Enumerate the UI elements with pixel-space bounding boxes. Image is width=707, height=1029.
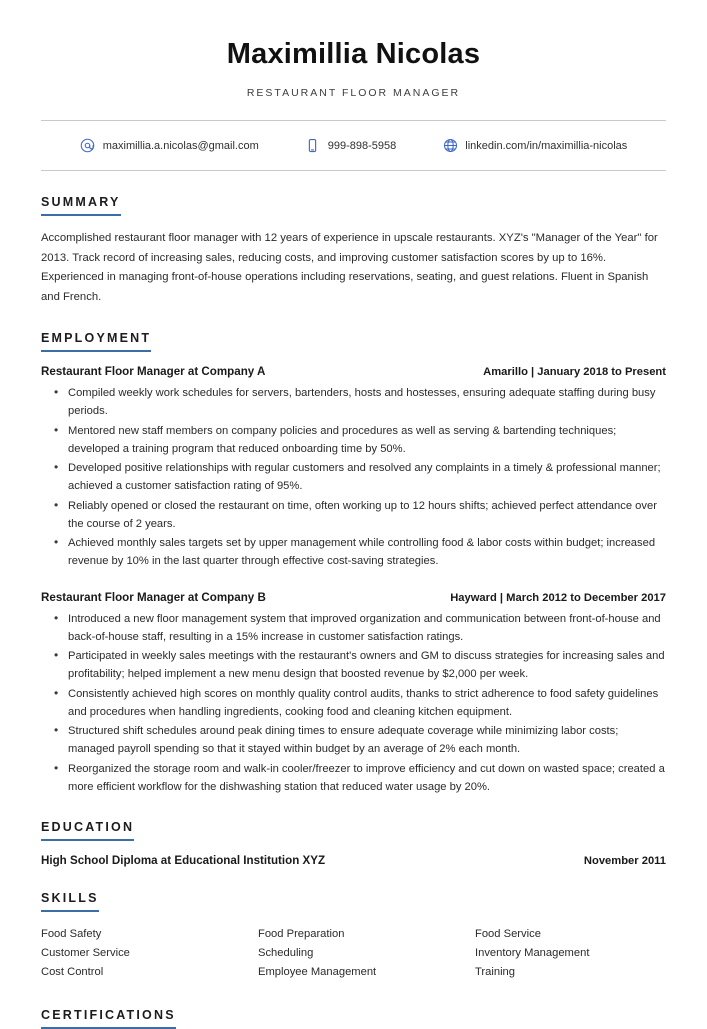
- section-education: [41, 818, 666, 867]
- contact-row: [41, 121, 666, 170]
- section-heading-education: EDUCATION: [41, 820, 134, 841]
- contact-email[interactable]: [80, 138, 259, 154]
- section-heading-summary: SUMMARY: [41, 195, 121, 216]
- skill-item: Employee Management: [258, 966, 377, 979]
- contact-email-value: maximillia.a.nicolas@gmail.com: [102, 139, 259, 152]
- employment-bullet: • Participated in weekly sales meetings with the restaurant's owners and GM to discuss strategies for increasing sales and profitability; helped implement a new menu design that boosted revenue by $2,000 per week.: [68, 647, 666, 684]
- employment-role: Restaurant Floor Manager at Company A: [41, 365, 266, 379]
- employment-bullet: • Achieved monthly sales targets set by upper management while controlling food & labor costs within budget; increased revenue by 10% in the last quarter through effective cost-saving strategies.: [68, 534, 666, 571]
- skill-item: Food Preparation: [258, 928, 345, 941]
- candidate-name: Maximillia Nicolas: [226, 38, 481, 70]
- employment-bullet: • Mentored new staff members on company policies and procedures as well as serving & bartending techniques; developed a training program that reduced onboarding time by 50%.: [68, 422, 666, 459]
- education-entry: [41, 854, 666, 867]
- resume-header: [41, 0, 666, 99]
- email-icon: [80, 138, 96, 154]
- employment-entry: [41, 591, 666, 797]
- employment-entry-header: [41, 365, 666, 378]
- education-date: November 2011: [583, 855, 666, 868]
- skill-item: Food Service: [475, 928, 541, 941]
- skill-item: Cost Control: [41, 966, 104, 979]
- employment-bullet: • Reliably opened or closed the restaurant on time, often working up to 12 hours shifts; achieved perfect attendance over the course of 2 years.: [68, 497, 666, 534]
- employment-location-dates: Hayward | March 2012 to December 2017: [450, 591, 666, 604]
- section-heading-certifications: CERTIFICATIONS: [41, 1008, 176, 1029]
- skill-item: Scheduling: [258, 947, 314, 960]
- contact-website-value: linkedin.com/in/maximillia-nicolas: [465, 139, 628, 152]
- skills-grid: [41, 925, 666, 982]
- section-certifications: [41, 1006, 666, 1029]
- skill-item: Food Safety: [41, 928, 102, 941]
- section-employment: [41, 329, 666, 796]
- employment-entry-header: [41, 591, 666, 604]
- employment-bullet: • Consistently achieved high scores on monthly quality control audits, thanks to strict adherence to food safety guidelines and procedures when handling ingredients, cooking food and cleaning kitchen equipment.: [68, 685, 666, 722]
- contact-website[interactable]: [442, 138, 627, 154]
- employment-bullet: • Reorganized the storage room and walk-in cooler/freezer to improve efficiency and cut down on wasted space; created a more efficient workflow for the dishwashing station that reduced water usage by 20%.: [68, 760, 666, 797]
- contact-phone-value: 999-898-5958: [327, 139, 397, 152]
- education-degree: High School Diploma at Educational Institution XYZ: [41, 854, 326, 868]
- section-skills: [41, 889, 666, 982]
- employment-bullet: • Developed positive relationships with regular customers and resolved any complaints in a timely & professional manner; achieved a customer satisfaction rating of 95%.: [68, 459, 666, 496]
- section-heading-employment: EMPLOYMENT: [41, 331, 151, 352]
- globe-icon: [442, 138, 458, 154]
- summary-text: Accomplished restaurant floor manager with 12 years of experience in upscale restaurants. XYZ's "Manager of the Year" for 2013. Track record of increasing sales, reducing costs, and improving customer satisfaction scores by up to 16%. Experienced in managing front-of-house operations including reservations, seating, and guest relations. Fluent in Spanish and French.: [41, 232, 658, 303]
- employment-bullet: • Structured shift schedules around peak dining times to ensure adequate coverage while minimizing labor costs; managed payroll spending so that it stayed within budget by an average of 2% each month.: [68, 722, 666, 759]
- skill-item: Inventory Management: [475, 947, 590, 960]
- employment-bullet-list: [41, 384, 666, 571]
- phone-icon: [305, 138, 321, 154]
- employment-bullet: • Introduced a new floor management system that improved organization and communication between front-of-house and back-of-house staff, resulting in a 15% increase in customer satisfaction ratings.: [68, 610, 666, 647]
- candidate-job-title: RESTAURANT FLOOR MANAGER: [246, 87, 461, 100]
- employment-entry: [41, 365, 666, 571]
- contact-phone[interactable]: [305, 138, 397, 154]
- section-heading-skills: SKILLS: [41, 891, 99, 912]
- section-summary: [41, 193, 666, 307]
- skill-item: Training: [475, 966, 516, 979]
- employment-role: Restaurant Floor Manager at Company B: [41, 590, 266, 604]
- employment-bullet: • Compiled weekly work schedules for servers, bartenders, hosts and hostesses, ensuring adequate staffing during busy periods.: [68, 384, 666, 421]
- employment-bullet-list: [41, 610, 666, 797]
- employment-location-dates: Amarillo | January 2018 to Present: [483, 366, 666, 379]
- skill-item: Customer Service: [41, 947, 130, 960]
- header-divider-bottom: [41, 170, 666, 171]
